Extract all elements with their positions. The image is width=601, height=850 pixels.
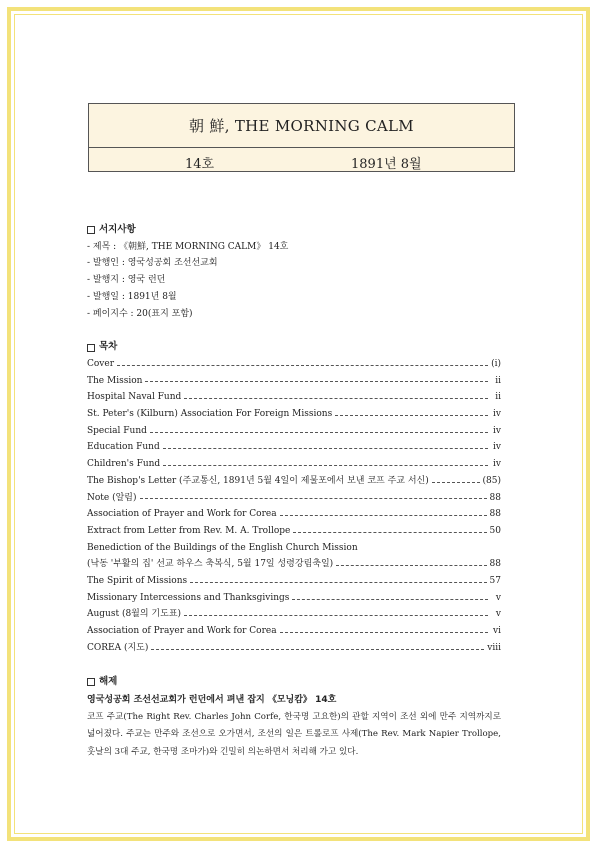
toc-entry-title: Missionary Intercessions and Thanksgivings bbox=[87, 592, 290, 603]
toc-leader bbox=[117, 365, 488, 366]
toc-entry-page: iv bbox=[493, 459, 501, 470]
toc-leader bbox=[163, 448, 488, 449]
toc-entry-title: Association of Prayer and Work for Corea bbox=[87, 509, 277, 520]
toc-leader bbox=[145, 381, 488, 382]
toc-entry-title: Special Fund bbox=[87, 425, 147, 436]
toc-entry-page: iv bbox=[493, 409, 501, 420]
toc-leader bbox=[184, 398, 488, 399]
bibliography-line: - 발행일 : 1891년 8월 bbox=[87, 291, 177, 302]
checkbox-square-icon bbox=[87, 226, 95, 234]
toc-heading-label: 목차 bbox=[99, 341, 118, 353]
issue-date: 1891년 8월 bbox=[351, 157, 422, 172]
toc-entry-page: ii bbox=[495, 375, 501, 386]
toc-leader bbox=[163, 465, 488, 466]
toc-entry bbox=[87, 523, 501, 540]
toc-entry-page: 88 bbox=[489, 492, 501, 503]
toc-entry-page: (i) bbox=[491, 358, 501, 369]
bibliography-line: - 페이지수 : 20(표지 포함) bbox=[87, 308, 193, 319]
checkbox-square-icon bbox=[87, 344, 95, 352]
notes-title: 영국성공회 조선선교회가 런던에서 펴낸 잡지 《모닝캄》 14호 bbox=[87, 695, 337, 706]
bibliography-line: - 발행인 : 영국성공회 조선선교회 bbox=[87, 258, 218, 269]
toc-entry-title: (낙동 '부활의 집' 선교 하우스 축복식, 5월 17일 성령강림축일) bbox=[87, 559, 334, 570]
checkbox-square-icon bbox=[87, 678, 95, 686]
toc-entry-title: Children's Fund bbox=[87, 459, 161, 470]
toc-entry-title: COREA (지도) bbox=[87, 642, 149, 653]
toc-entry bbox=[87, 490, 501, 507]
document-body bbox=[87, 222, 501, 761]
toc-entry-page: (85) bbox=[482, 475, 501, 486]
bibliography-heading-label: 서지사항 bbox=[99, 224, 136, 235]
toc-entry bbox=[87, 573, 501, 590]
toc-leader bbox=[432, 482, 480, 483]
toc-entry bbox=[87, 506, 501, 523]
bibliography-line: - 발행지 : 영국 런던 bbox=[87, 275, 166, 286]
toc-leader bbox=[280, 515, 487, 516]
toc-entry bbox=[87, 556, 501, 573]
toc-entry bbox=[87, 590, 501, 607]
toc-entry-title: The Spirit of Missions bbox=[87, 576, 188, 587]
toc-leader bbox=[140, 498, 487, 499]
journal-title: 朝 鮮, THE MORNING CALM bbox=[89, 104, 514, 148]
bibliography-line: - 제목 : 《朝鮮, THE MORNING CALM》 14호 bbox=[87, 241, 289, 252]
toc-entry-page: 57 bbox=[489, 576, 501, 587]
toc-leader bbox=[335, 415, 488, 416]
title-box bbox=[88, 103, 515, 172]
toc-entry-page: 88 bbox=[489, 509, 501, 520]
toc-entry-page: ii bbox=[495, 392, 501, 403]
toc-leader bbox=[190, 582, 486, 583]
toc-entry bbox=[87, 473, 501, 490]
toc-entry bbox=[87, 406, 501, 423]
toc-entry-title: Education Fund bbox=[87, 442, 160, 453]
toc-entry-title: Hospital Naval Fund bbox=[87, 392, 182, 403]
toc-entry-title: Benediction of the Buildings of the English Church Mission bbox=[87, 542, 358, 553]
toc-entry-title: Note (알림) bbox=[87, 492, 137, 503]
toc-entry-title: The Bishop's Letter (주교통신, 1891년 5월 4일이 제물포에서 보낸 코프 주교 서신) bbox=[87, 475, 429, 486]
toc-entry-page: iv bbox=[493, 425, 501, 436]
toc-entry bbox=[87, 423, 501, 440]
toc-entry bbox=[87, 623, 501, 640]
toc-heading bbox=[87, 339, 501, 356]
toc-leader bbox=[151, 649, 484, 650]
toc-entry-title: Cover bbox=[87, 358, 115, 369]
toc-entry-page: viii bbox=[487, 642, 501, 653]
toc-leader bbox=[336, 565, 486, 566]
toc-entry bbox=[87, 373, 501, 390]
toc-leader bbox=[293, 532, 486, 533]
toc-leader bbox=[150, 432, 488, 433]
notes-heading-label: 해제 bbox=[99, 675, 118, 687]
toc-entry-page: vi bbox=[493, 626, 501, 637]
toc-entry-title: Association of Prayer and Work for Corea bbox=[87, 626, 277, 637]
toc-entry-title: The Mission bbox=[87, 375, 143, 386]
toc-entry-page: v bbox=[495, 609, 501, 620]
toc-entry bbox=[87, 389, 501, 406]
toc-entry-title: St. Peter's (Kilburn) Association For Foreign Missions bbox=[87, 409, 333, 420]
toc-entry-page: 88 bbox=[489, 559, 501, 570]
toc-entry-page: 50 bbox=[489, 525, 501, 536]
issue-number: 14호 bbox=[185, 157, 215, 172]
notes-body: 코프 주교(The Right Rev. Charles John Corfe, 한국명 고요한)의 관할 지역이 조선 외에 만주 지역까지로 넓어졌다. 주교는 만주와 조선으로 오가면서, 조선의 일은 트롤로프 사제(The Rev. Mark Napier Trollope, 훗날의 3대 주교, 한국명 조마가)와 긴밀히 의논하면서 처리해 가고 있다. bbox=[87, 711, 501, 757]
toc-entry bbox=[87, 356, 501, 373]
toc-leader bbox=[184, 615, 488, 616]
toc-leader bbox=[280, 632, 488, 633]
toc-entry bbox=[87, 456, 501, 473]
toc-leader bbox=[292, 599, 488, 600]
toc-entry-title: Extract from Letter from Rev. M. A. Trollope bbox=[87, 525, 291, 536]
notes-heading bbox=[87, 674, 501, 691]
toc-entry-page: iv bbox=[493, 442, 501, 453]
bibliography-heading bbox=[87, 222, 501, 239]
toc-entry bbox=[87, 606, 501, 623]
toc-entry bbox=[87, 640, 501, 657]
toc-entry-page: v bbox=[495, 592, 501, 603]
toc-entry bbox=[87, 439, 501, 456]
toc-entry-title: August (8월의 기도표) bbox=[87, 609, 182, 620]
